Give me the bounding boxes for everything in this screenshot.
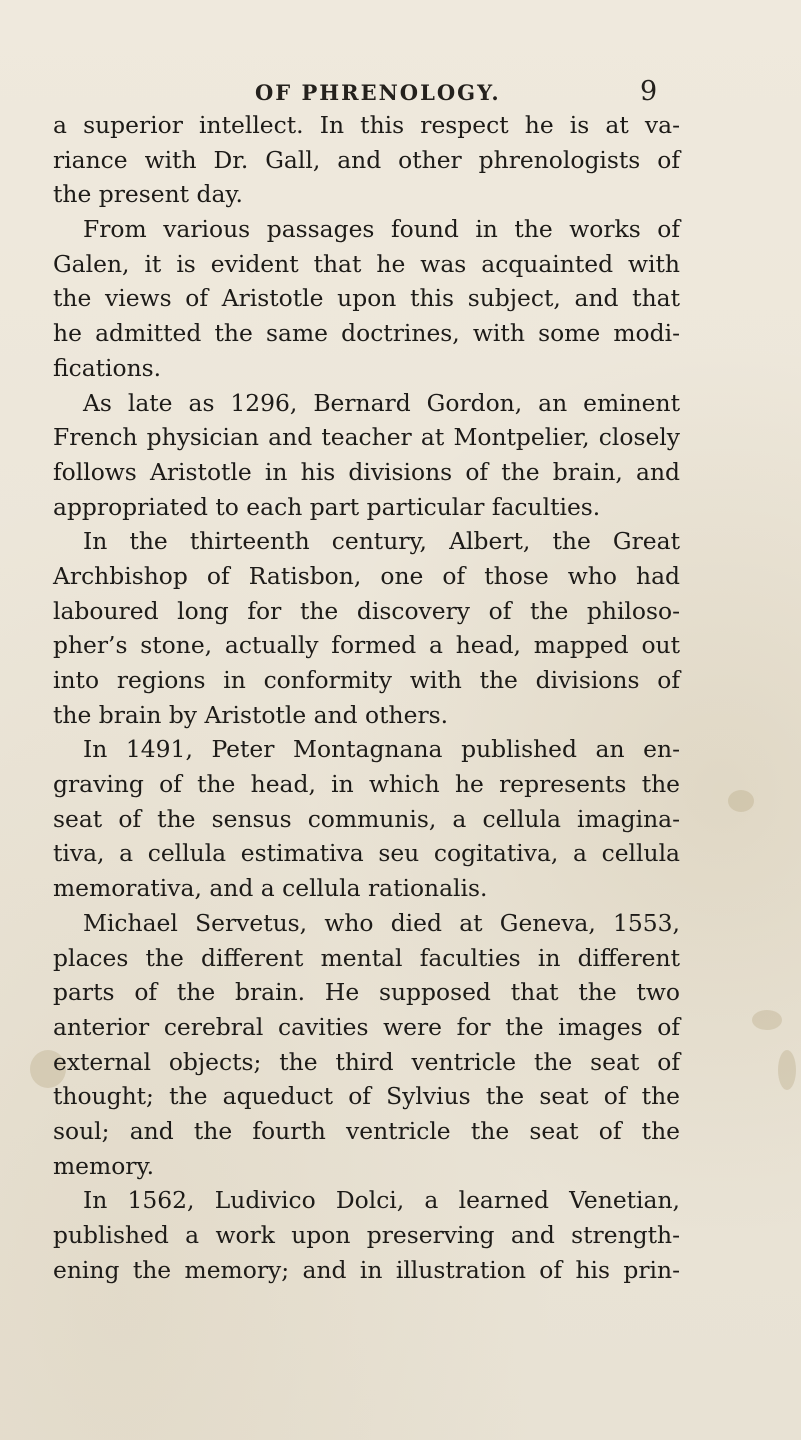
text-line: places the different mental faculties in different: [53, 943, 680, 972]
text-line: ening the memory; and in illustration of his prin-: [53, 1255, 680, 1284]
text-line: published a work upon preserving and strength-: [53, 1221, 680, 1249]
text-line: Michael Servetus, who died at Geneva, 1553,: [83, 908, 680, 937]
text-line: memorativa, and a cellula rationalis.: [53, 874, 488, 903]
text-line: a superior intellect. In this respect he is at va-: [53, 111, 680, 139]
text-line: he admitted the same doctrines, with some modi-: [53, 319, 680, 348]
text-line: the present day.: [53, 180, 243, 209]
text-line: laboured long for the discovery of the philoso-: [53, 596, 680, 625]
page-number: 9: [640, 76, 658, 107]
text-line: anterior cerebral cavities were for the images of: [53, 1012, 680, 1041]
text-line: Archbishop of Ratisbon, one of those who had: [53, 561, 680, 590]
text-line: the views of Aristotle upon this subject, and that: [53, 284, 680, 313]
text-line: soul; and the fourth ventricle the seat of the: [53, 1116, 680, 1145]
paper-stain: [778, 1050, 796, 1090]
text-line: external objects; the third ventricle the seat of: [53, 1047, 680, 1076]
text-line: parts of the brain. He supposed that the two: [53, 978, 680, 1007]
text-line: In the thirteenth century, Albert, the Great: [83, 527, 680, 556]
text-line: thought; the aqueduct of Sylvius the seat of the: [53, 1082, 680, 1111]
paper-stain: [752, 1010, 782, 1030]
text-line: From various passages found in the works of: [83, 215, 680, 244]
paper-stain: [728, 790, 754, 812]
text-line: As late as 1296, Bernard Gordon, an eminent: [83, 388, 680, 417]
running-head: OF PHRENOLOGY.: [255, 80, 501, 105]
text-line: graving of the head, in which he represents the: [53, 770, 680, 799]
text-line: pher’s stone, actually formed a head, mapped out: [53, 631, 680, 660]
text-line: In 1491, Peter Montagnana published an en-: [83, 735, 680, 764]
text-line: In 1562, Ludivico Dolci, a learned Venetian,: [83, 1186, 680, 1215]
text-line: Galen, it is evident that he was acquainted with: [53, 249, 680, 278]
text-line: appropriated to each part particular faculties.: [53, 492, 601, 521]
text-line: fications.: [53, 353, 162, 382]
body-text: [53, 108, 680, 1287]
text-line: the brain by Aristotle and others.: [53, 700, 449, 729]
text-line: riance with Dr. Gall, and other phrenologists of: [53, 145, 680, 174]
text-line: seat of the sensus communis, a cellula imagina-: [53, 804, 680, 833]
text-line: into regions in conformity with the divisions of: [53, 666, 680, 694]
text-line: follows Aristotle in his divisions of the brain, and: [53, 457, 680, 486]
text-line: memory.: [53, 1151, 155, 1180]
text-line: French physician and teacher at Montpelier, closely: [53, 423, 680, 452]
text-line: tiva, a cellula estimativa seu cogitativa, a cellula: [53, 839, 680, 868]
